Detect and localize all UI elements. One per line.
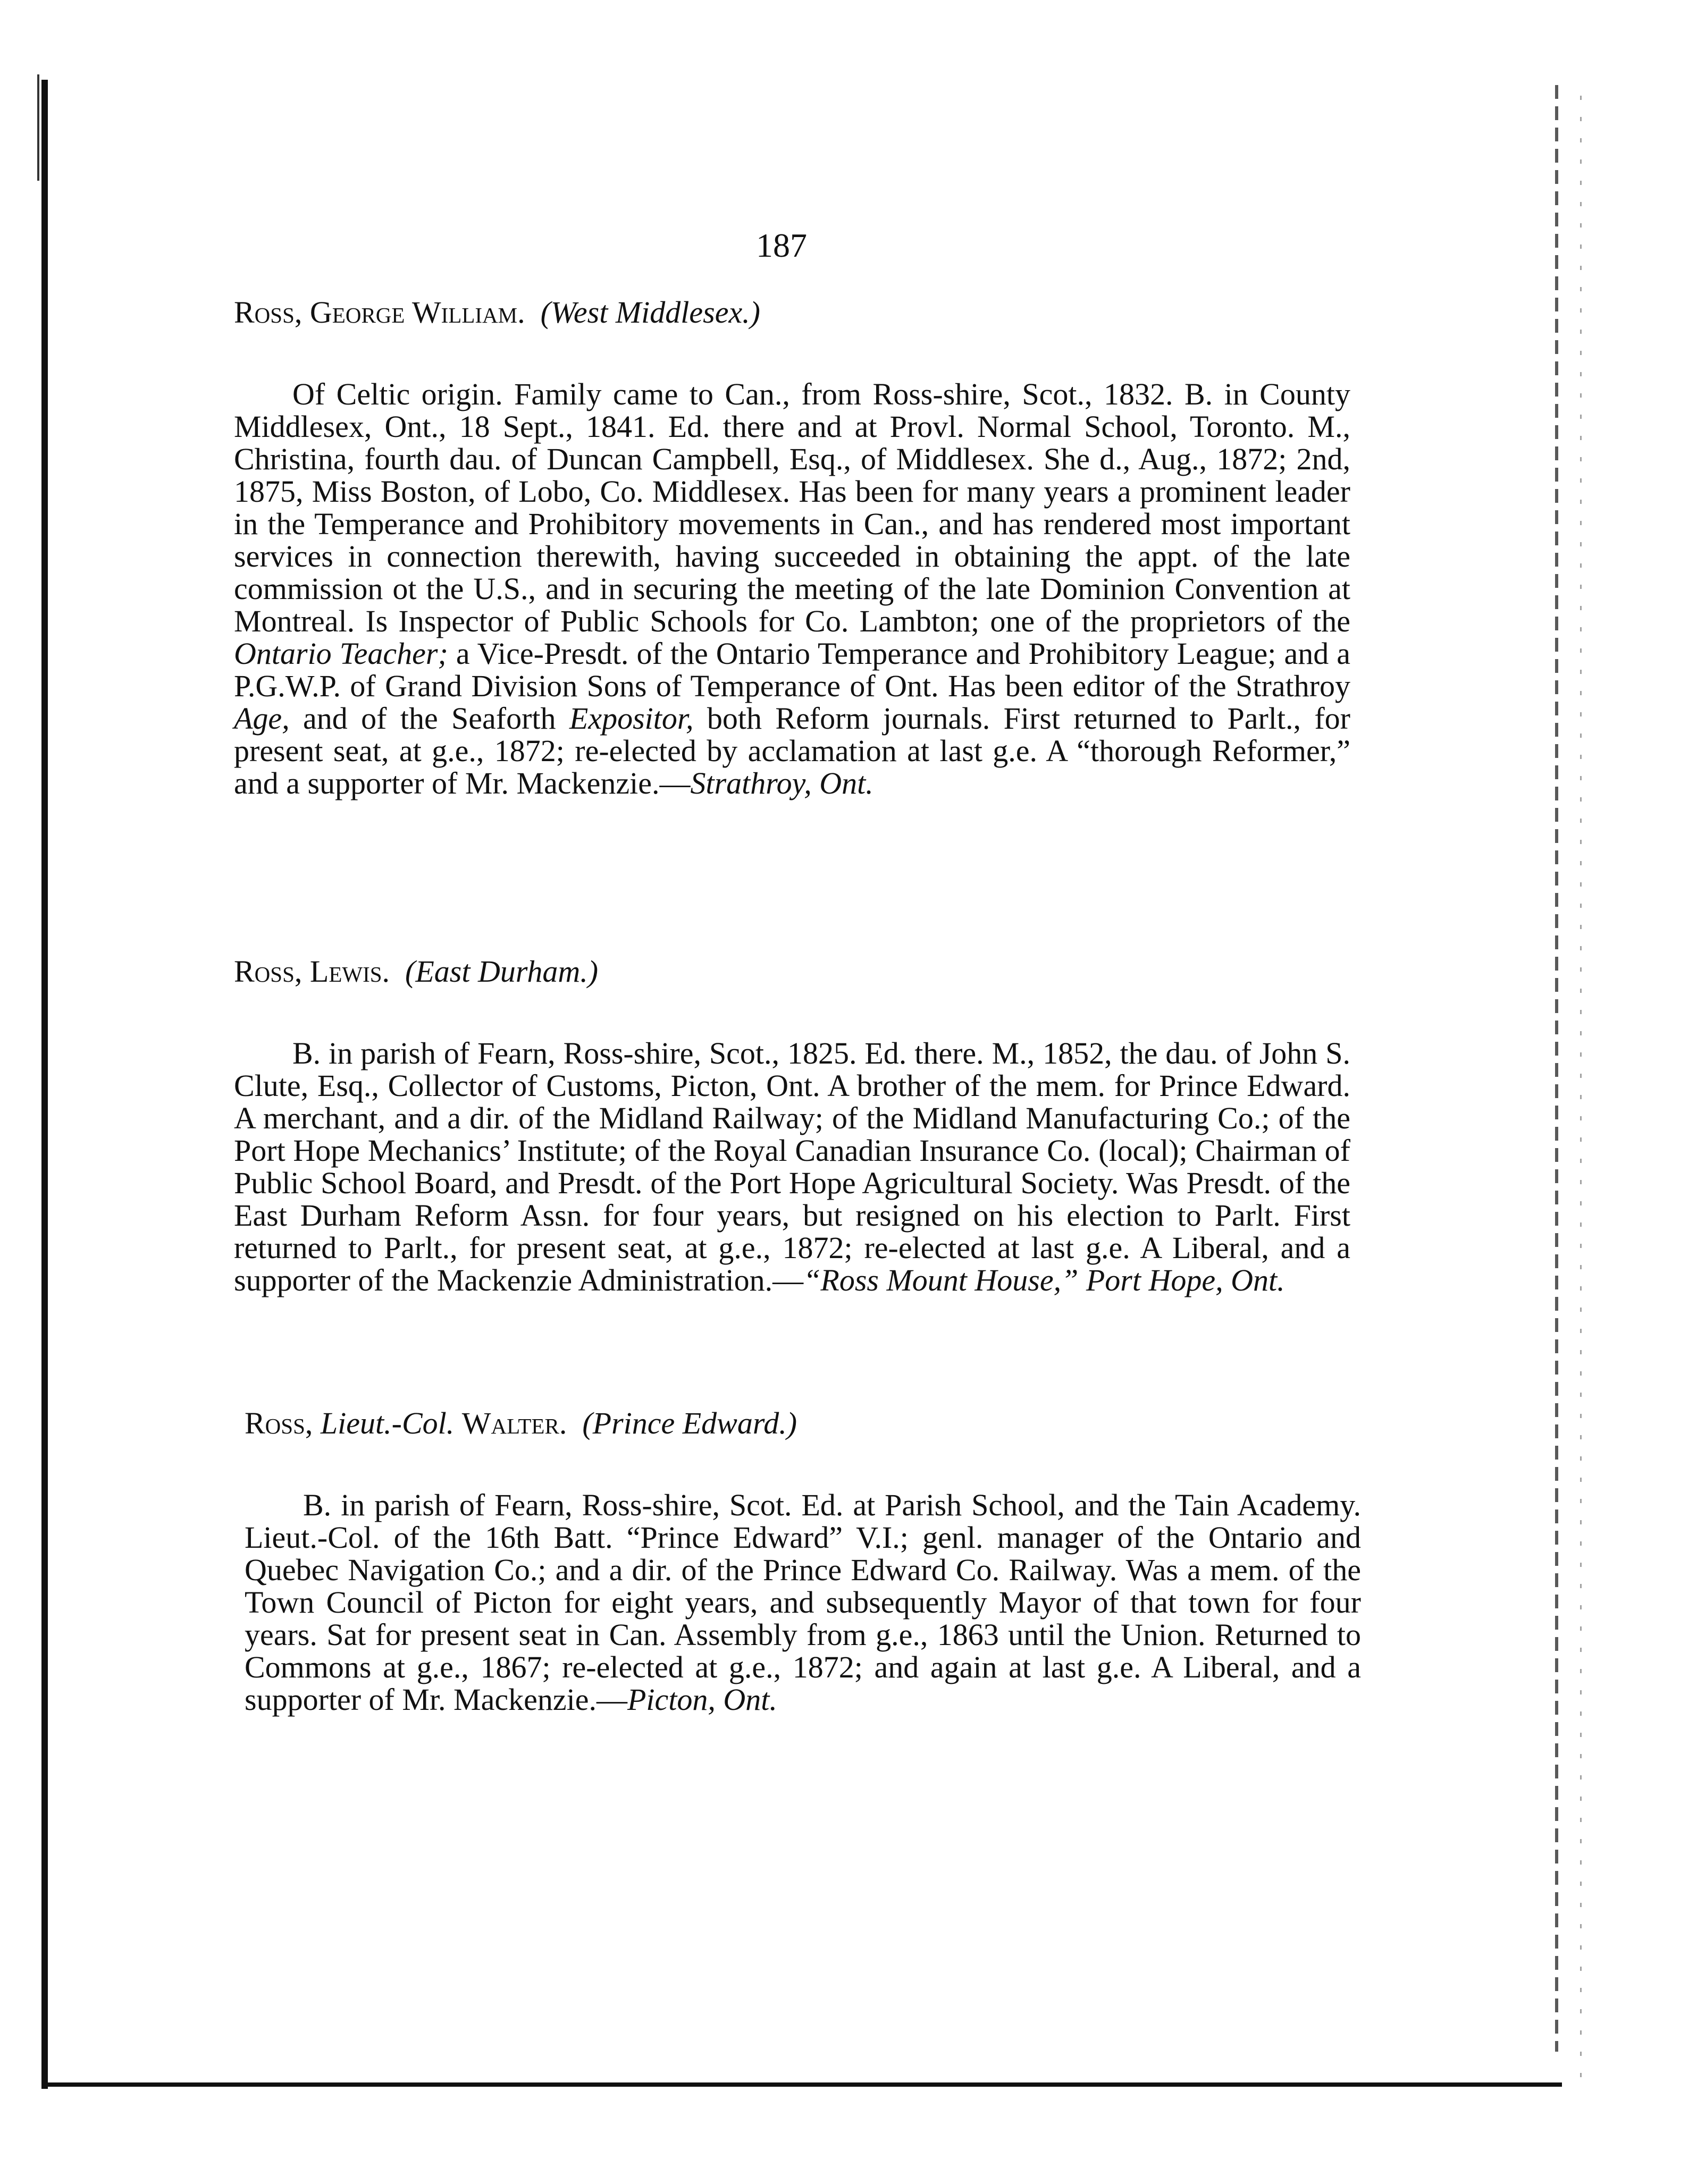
entry-given-name: Walter. — [461, 1406, 567, 1440]
entry-text: both Reform journals. First returned to Parlt., for present seat, at g.e., 1872; re-elected by acclamation at last g.e. A “thorough Reformer,” and a supporter of Mr. Mackenzie.— — [234, 701, 1350, 800]
entry-heading — [234, 295, 1350, 330]
entry-text: Of Celtic origin. Family came to Can., from Ross-shire, Scot., 1832. B. in County Middlesex, Ont., 18 Sept., 1841. Ed. there and at Provl. Normal School, Toronto. M., Christina, fourth dau. of Duncan Campbell, Esq., of Middlesex. She d., Aug., 1872; 2nd, 1875, Miss Boston, of Lobo, Co. Middlesex. Has been for many years a prominent leader in the Temperance and Prohibitory movements in Can., and has rendered most important services in connection therewith, having succeeded in obtaining the appt. of the late commission ot the U.S., and in securing the meeting of the late Dominion Convention at Montreal. Is Inspector of Public Schools for Co. Lambton; one of the proprietors of the — [234, 377, 1350, 638]
entry-italic-text: Expositor, — [569, 701, 694, 736]
entry-given-name: Lewis. — [309, 954, 390, 989]
entry-body — [245, 1489, 1361, 1716]
biography-entry — [234, 295, 1350, 799]
biography-entry — [245, 1406, 1361, 1716]
entry-body — [234, 1037, 1350, 1296]
entry-address: “Ross Mount House,” Port Hope, Ont. — [803, 1263, 1285, 1297]
biography-entry — [234, 954, 1350, 1296]
entry-text: and of the Seaforth — [289, 701, 569, 736]
entry-constituency: (West Middlesex.) — [540, 295, 761, 330]
entry-constituency: (Prince Edward.) — [582, 1406, 797, 1440]
scan-right-edge-faint — [1580, 96, 1582, 2094]
entry-constituency: (East Durham.) — [405, 954, 599, 989]
scan-edge-mark — [37, 74, 39, 181]
page-number: 187 — [756, 226, 807, 264]
entry-surname: Ross, — [245, 1406, 313, 1440]
entry-body — [234, 378, 1350, 799]
entry-italic-text: Age, — [234, 701, 290, 736]
entry-italic-text: Ontario Teacher; — [234, 636, 448, 671]
entry-heading — [245, 1406, 1361, 1441]
entry-address: Picton, Ont. — [627, 1682, 777, 1717]
entry-surname: Ross, — [234, 295, 303, 330]
entry-address: Strathroy, Ont. — [690, 766, 873, 800]
entry-surname: Ross, — [234, 954, 303, 989]
entry-text: B. in parish of Fearn, Ross-shire, Scot. Ed. at Parish School, and the Tain Academy. Lieut.-Col. of the 16th Batt. “Prince Edward” V.I.; genl. manager of the Ontario and Quebec Navigation Co.; and a dir. of the Prince Edward Co. Railway. Was a mem. of the Town Council of Picton for eight years, and subsequently Mayor of that town for four years. Sat for present seat in Can. Assembly from g.e., 1863 until the Union. Returned to Commons at g.e., 1867; re-elected at g.e., 1872; and again at last g.e. A Liberal, and a supporter of Mr. Mackenzie.— — [245, 1488, 1361, 1717]
scan-bottom-edge — [41, 2082, 1562, 2087]
entry-heading — [234, 954, 1350, 989]
entry-given-name: George William. — [309, 295, 525, 330]
scan-left-edge — [41, 80, 48, 2089]
scan-right-edge — [1555, 85, 1558, 2052]
entry-text: B. in parish of Fearn, Ross-shire, Scot., 1825. Ed. there. M., 1852, the dau. of John S. Clute, Esq., Collector of Customs, Picton, Ont. A brother of the mem. for Prince Edward. A merchant, and a dir. of the Midland Railway; of the Midland Manufacturing Co.; of the Port Hope Mechanics’ Institute; of the Royal Canadian Insurance Co. (local); Chairman of Public School Board, and Presdt. of the Port Hope Agricultural Society. Was Presdt. of the East Durham Reform Assn. for four years, but resigned on his election to Parlt. First returned to Parlt., for present seat, at g.e., 1872; re-elected at last g.e. A Liberal, and a supporter of the Mackenzie Administration.— — [234, 1036, 1350, 1297]
entry-text: a Vice-Presdt. of the Ontario Temperance and Prohibitory League; and a P.G.W.P. of Grand Division Sons of Temperance of Ont. Has been editor of the Strathroy — [234, 636, 1351, 703]
entry-rank: Lieut.-Col. — [320, 1406, 455, 1440]
